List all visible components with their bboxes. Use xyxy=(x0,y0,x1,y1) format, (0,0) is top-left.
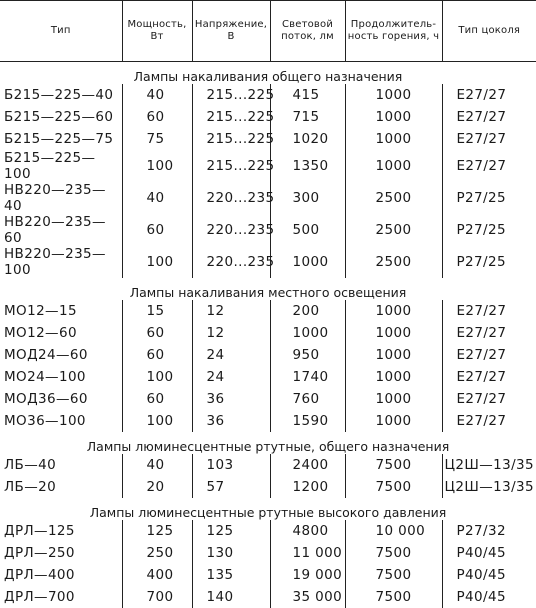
cell-power: 100 xyxy=(122,150,192,182)
header-power: Мощность, Вт xyxy=(122,1,192,62)
cell-flux: 11 000 xyxy=(270,542,345,564)
cell-voltage: 215...225 xyxy=(192,106,270,128)
cell-base: E27/27 xyxy=(442,300,536,322)
cell-life: 1000 xyxy=(345,84,442,106)
table-row xyxy=(0,214,536,246)
section-header-row xyxy=(0,62,536,85)
table-row xyxy=(0,300,536,322)
cell-voltage: 36 xyxy=(192,388,270,410)
cell-power: 60 xyxy=(122,106,192,128)
cell-life: 10 000 xyxy=(345,520,442,542)
table-row xyxy=(0,454,536,476)
cell-power: 15 xyxy=(122,300,192,322)
cell-base: E27/27 xyxy=(442,150,536,182)
cell-type: Б215—225—75 xyxy=(0,128,122,150)
cell-life: 2500 xyxy=(345,246,442,278)
table-row xyxy=(0,410,536,432)
cell-flux: 1000 xyxy=(270,246,345,278)
cell-life: 1000 xyxy=(345,128,442,150)
cell-type: ДРЛ—125 xyxy=(0,520,122,542)
cell-power: 400 xyxy=(122,564,192,586)
cell-life: 7500 xyxy=(345,586,442,608)
cell-power: 250 xyxy=(122,542,192,564)
cell-flux: 1590 xyxy=(270,410,345,432)
table-row xyxy=(0,150,536,182)
cell-flux: 500 xyxy=(270,214,345,246)
cell-type: МО12—15 xyxy=(0,300,122,322)
cell-base: P27/25 xyxy=(442,246,536,278)
cell-voltage: 57 xyxy=(192,476,270,498)
cell-type: ДРЛ—400 xyxy=(0,564,122,586)
cell-power: 100 xyxy=(122,366,192,388)
table-row xyxy=(0,106,536,128)
section-header-row xyxy=(0,278,536,300)
header-type: Тип xyxy=(0,1,122,62)
cell-type: Б215—225—100 xyxy=(0,150,122,182)
cell-flux: 200 xyxy=(270,300,345,322)
cell-type: МО36—100 xyxy=(0,410,122,432)
header-voltage: Напряжение, В xyxy=(192,1,270,62)
cell-type: Б215—225—60 xyxy=(0,106,122,128)
cell-power: 700 xyxy=(122,586,192,608)
table-row xyxy=(0,182,536,214)
cell-type: НВ220—235—40 xyxy=(0,182,122,214)
cell-voltage: 24 xyxy=(192,344,270,366)
cell-flux: 1000 xyxy=(270,322,345,344)
section-title: Лампы накаливания общего назначения xyxy=(0,62,536,85)
cell-power: 60 xyxy=(122,214,192,246)
cell-base: E27/27 xyxy=(442,128,536,150)
cell-life: 7500 xyxy=(345,542,442,564)
cell-type: МО24—100 xyxy=(0,366,122,388)
cell-flux: 300 xyxy=(270,182,345,214)
cell-base: E27/27 xyxy=(442,344,536,366)
cell-flux: 1740 xyxy=(270,366,345,388)
cell-life: 1000 xyxy=(345,106,442,128)
cell-flux: 19 000 xyxy=(270,564,345,586)
cell-type: МОД36—60 xyxy=(0,388,122,410)
cell-power: 60 xyxy=(122,388,192,410)
cell-flux: 1020 xyxy=(270,128,345,150)
cell-voltage: 220...235 xyxy=(192,214,270,246)
cell-power: 40 xyxy=(122,84,192,106)
cell-voltage: 140 xyxy=(192,586,270,608)
cell-power: 40 xyxy=(122,182,192,214)
table-row xyxy=(0,344,536,366)
cell-voltage: 130 xyxy=(192,542,270,564)
cell-flux: 4800 xyxy=(270,520,345,542)
cell-flux: 715 xyxy=(270,106,345,128)
cell-power: 40 xyxy=(122,454,192,476)
section-title: Лампы люминесцентные ртутные высокого давления xyxy=(0,498,536,520)
table-row xyxy=(0,520,536,542)
cell-life: 7500 xyxy=(345,454,442,476)
cell-voltage: 215...225 xyxy=(192,84,270,106)
cell-voltage: 24 xyxy=(192,366,270,388)
cell-power: 100 xyxy=(122,246,192,278)
section-header-row xyxy=(0,432,536,454)
cell-type: НВ220—235—100 xyxy=(0,246,122,278)
cell-type: МО12—60 xyxy=(0,322,122,344)
table-row xyxy=(0,476,536,498)
cell-voltage: 215...225 xyxy=(192,150,270,182)
cell-voltage: 103 xyxy=(192,454,270,476)
table-row xyxy=(0,388,536,410)
cell-power: 125 xyxy=(122,520,192,542)
cell-type: МОД24—60 xyxy=(0,344,122,366)
cell-power: 75 xyxy=(122,128,192,150)
cell-base: E27/27 xyxy=(442,106,536,128)
cell-type: ЛБ—20 xyxy=(0,476,122,498)
table-row xyxy=(0,128,536,150)
cell-life: 1000 xyxy=(345,322,442,344)
table-row xyxy=(0,246,536,278)
cell-life: 1000 xyxy=(345,410,442,432)
cell-flux: 760 xyxy=(270,388,345,410)
cell-type: ДРЛ—250 xyxy=(0,542,122,564)
section-header-row xyxy=(0,498,536,520)
cell-flux: 1200 xyxy=(270,476,345,498)
cell-type: ЛБ—40 xyxy=(0,454,122,476)
cell-base: P27/32 xyxy=(442,520,536,542)
cell-base: E27/27 xyxy=(442,322,536,344)
cell-base: E27/27 xyxy=(442,410,536,432)
cell-base: P27/25 xyxy=(442,214,536,246)
cell-base: P40/45 xyxy=(442,542,536,564)
cell-power: 60 xyxy=(122,322,192,344)
cell-base: P27/25 xyxy=(442,182,536,214)
cell-type: Б215—225—40 xyxy=(0,84,122,106)
cell-life: 1000 xyxy=(345,366,442,388)
cell-power: 100 xyxy=(122,410,192,432)
cell-base: Ц2Ш—13/35 xyxy=(442,454,536,476)
cell-life: 1000 xyxy=(345,388,442,410)
cell-flux: 415 xyxy=(270,84,345,106)
cell-flux: 35 000 xyxy=(270,586,345,608)
cell-flux: 2400 xyxy=(270,454,345,476)
cell-base: P40/45 xyxy=(442,586,536,608)
cell-voltage: 215...225 xyxy=(192,128,270,150)
table-row xyxy=(0,564,536,586)
cell-voltage: 36 xyxy=(192,410,270,432)
cell-life: 7500 xyxy=(345,564,442,586)
cell-base: E27/27 xyxy=(442,388,536,410)
cell-voltage: 12 xyxy=(192,322,270,344)
table-row xyxy=(0,586,536,608)
cell-base: E27/27 xyxy=(442,366,536,388)
cell-flux: 950 xyxy=(270,344,345,366)
section-title: Лампы люминесцентные ртутные, общего назначения xyxy=(0,432,536,454)
cell-life: 7500 xyxy=(345,476,442,498)
table-row xyxy=(0,322,536,344)
cell-base: Ц2Ш—13/35 xyxy=(442,476,536,498)
cell-voltage: 12 xyxy=(192,300,270,322)
cell-voltage: 220...235 xyxy=(192,246,270,278)
table-body xyxy=(0,62,536,608)
cell-type: ДРЛ—700 xyxy=(0,586,122,608)
cell-life: 2500 xyxy=(345,214,442,246)
header-base: Тип цоколя xyxy=(442,1,536,62)
cell-power: 60 xyxy=(122,344,192,366)
table-header xyxy=(0,1,536,62)
cell-life: 1000 xyxy=(345,344,442,366)
cell-voltage: 220...235 xyxy=(192,182,270,214)
cell-life: 2500 xyxy=(345,182,442,214)
cell-base: P40/45 xyxy=(442,564,536,586)
cell-flux: 1350 xyxy=(270,150,345,182)
header-life: Продолжитель-ность горения, ч xyxy=(345,1,442,62)
cell-life: 1000 xyxy=(345,150,442,182)
cell-life: 1000 xyxy=(345,300,442,322)
table-row xyxy=(0,542,536,564)
section-title: Лампы накаливания местного освещения xyxy=(0,278,536,300)
cell-voltage: 125 xyxy=(192,520,270,542)
header-flux: Световой поток, лм xyxy=(270,1,345,62)
cell-power: 20 xyxy=(122,476,192,498)
cell-base: E27/27 xyxy=(442,84,536,106)
cell-type: НВ220—235—60 xyxy=(0,214,122,246)
table-row xyxy=(0,84,536,106)
table-row xyxy=(0,366,536,388)
cell-voltage: 135 xyxy=(192,564,270,586)
